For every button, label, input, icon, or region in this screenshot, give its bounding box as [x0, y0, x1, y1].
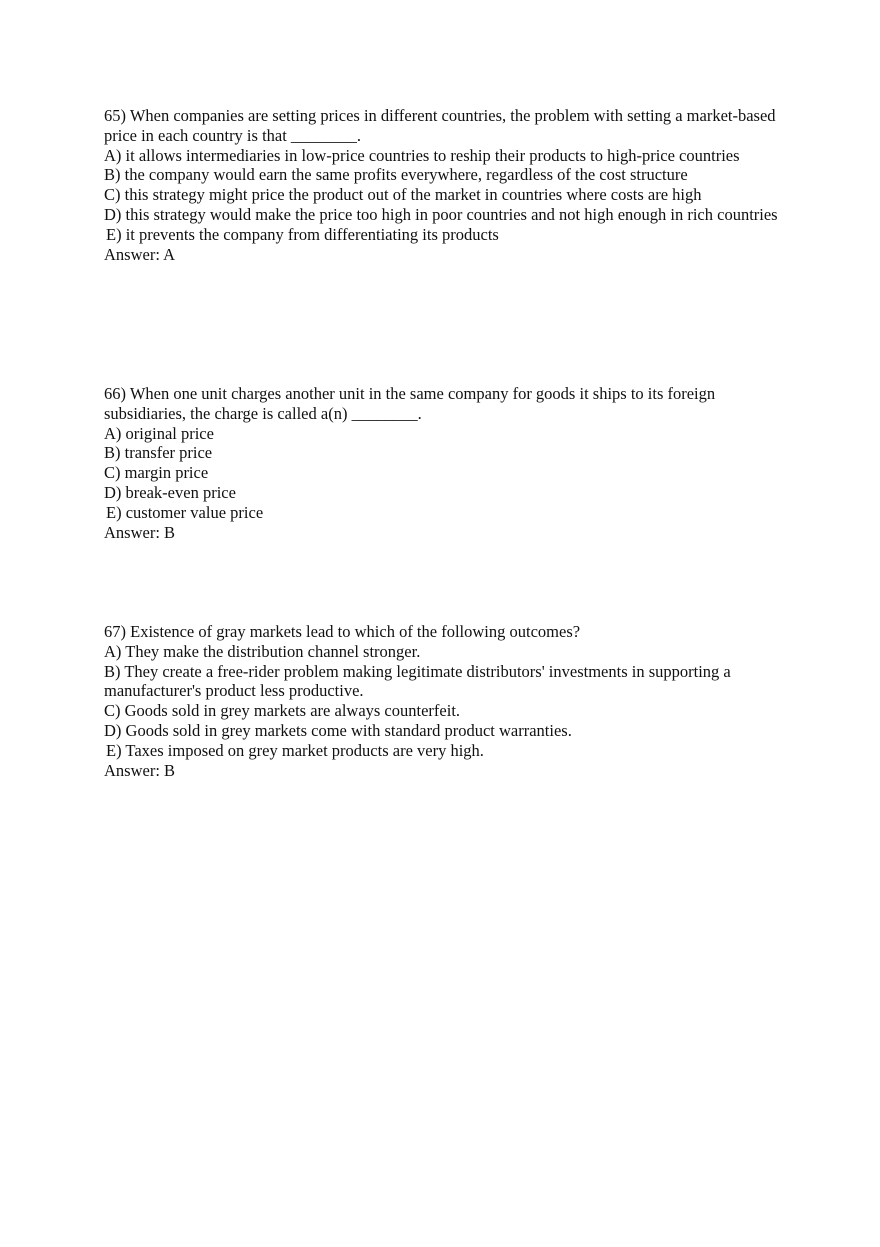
option-b: B) the company would earn the same profits everywhere, regardless of the cost structure — [104, 165, 688, 185]
option-c: C) margin price — [104, 463, 209, 483]
answer: Answer: B — [104, 522, 176, 542]
option-e: E) Taxes imposed on grey market products are very high. — [106, 740, 484, 760]
option-a: A) They make the distribution channel stronger. — [104, 641, 421, 661]
option-e: E) customer value price — [106, 502, 264, 522]
option-d: D) break-even price — [104, 482, 236, 502]
option-c: C) Goods sold in grey markets are always counterfeit. — [104, 701, 461, 721]
option-a: A) it allows intermediaries in low-price countries to reship their products to high-price countries — [104, 145, 740, 165]
option-e: E) it prevents the company from differentiating its products — [106, 224, 499, 244]
option-a: A) original price — [104, 423, 214, 443]
answer: Answer: B — [104, 760, 176, 780]
answer: Answer: A — [104, 244, 176, 264]
question-66 — [104, 384, 784, 542]
question-stem: 65) When companies are setting prices in different countries, the problem with setting a market-based price in each country is that ________. — [104, 106, 776, 145]
question-stem: 67) Existence of gray markets lead to which of the following outcomes? — [104, 622, 581, 641]
option-d: D) this strategy would make the price too high in poor countries and not high enough in rich countries — [104, 204, 778, 224]
option-c: C) this strategy might price the product out of the market in countries where costs are high — [104, 185, 702, 205]
question-stem: 66) When one unit charges another unit in the same company for goods it ships to its foreign subsidiaries, the charge is called a(n) ________. — [104, 384, 716, 423]
question-65 — [104, 106, 784, 264]
question-67 — [104, 622, 784, 780]
option-b: B) transfer price — [104, 443, 213, 463]
option-d: D) Goods sold in grey markets come with standard product warranties. — [104, 720, 572, 740]
option-b: B) They create a free-rider problem making legitimate distributors' investments in supporting a manufacturer's product less productive. — [104, 661, 731, 701]
